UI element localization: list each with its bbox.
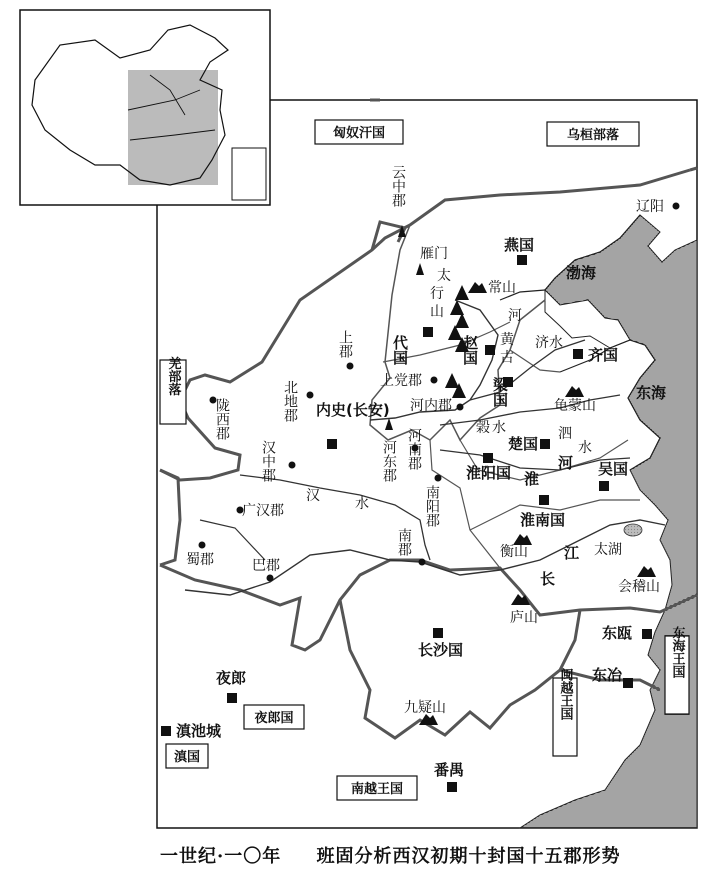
yelang-state-label	[244, 705, 304, 729]
pass-arrow-marker	[416, 263, 424, 275]
place-label: 番禺	[434, 761, 465, 779]
place-beidi	[282, 380, 314, 422]
place-label: 齐国	[588, 346, 619, 364]
place-label: 夜郎	[216, 669, 247, 687]
place-label: 长沙国	[418, 641, 464, 659]
han-river-char-2: 水	[355, 496, 369, 512]
capital-square-marker	[539, 495, 549, 505]
river-labels	[306, 267, 592, 588]
commandery-dot-marker	[431, 377, 438, 384]
place-shu	[186, 542, 214, 569]
place-label: 滇池城	[176, 722, 222, 740]
capital-square-marker	[423, 327, 433, 337]
commandery-dot-marker	[307, 392, 314, 399]
place-label: 广汉郡	[242, 503, 284, 519]
svg-text:东海王国: 东海王国	[669, 626, 685, 678]
place-label: 巴郡	[252, 558, 280, 574]
capital-square-marker	[573, 349, 583, 359]
place-huainan	[520, 495, 565, 529]
huai-river-char-1: 淮	[524, 470, 540, 488]
si-river-char-2: 水	[578, 440, 592, 456]
place-label: 太湖	[594, 542, 622, 558]
capital-square-marker	[227, 693, 237, 703]
bohai-label: 渤海	[566, 264, 597, 282]
place-ba	[252, 558, 280, 582]
place-label: 梁国	[491, 377, 509, 407]
mountain-icon	[468, 282, 487, 293]
capital-square-marker	[447, 782, 457, 792]
qiang-label	[160, 356, 186, 424]
capital-square-marker	[642, 629, 652, 639]
commandery-dot-marker	[435, 475, 442, 482]
svg-text:乌桓部落: 乌桓部落	[566, 128, 620, 143]
place-henan	[406, 428, 422, 470]
mountain-icon	[637, 566, 656, 577]
place-label: 燕国	[504, 236, 535, 254]
place-jiuyi	[404, 699, 446, 725]
svg-text:匈奴汗国: 匈奴汗国	[332, 126, 386, 141]
place-lushan	[510, 594, 538, 626]
place-label: 内史(长安)	[316, 401, 390, 419]
place-nanyang	[424, 475, 442, 528]
nanyue-label	[337, 776, 417, 800]
place-label: 辽阳	[636, 199, 664, 215]
minyue-label	[553, 667, 577, 756]
place-changsha	[418, 628, 463, 659]
caption-section: 一世纪·一〇年	[160, 846, 282, 867]
place-huaiyang	[466, 453, 511, 482]
commandery-dot-marker	[457, 404, 464, 411]
mountain-icon	[511, 594, 530, 605]
dian-state-label	[166, 744, 208, 768]
place-kuaiji	[618, 566, 660, 595]
place-label: 代国	[391, 335, 409, 365]
place-neishi	[316, 401, 390, 449]
place-taihu	[594, 541, 622, 558]
taihang-char-1: 太	[437, 268, 451, 284]
place-nanjun	[396, 527, 426, 565]
river-huang-char: 黄	[500, 332, 514, 348]
place-qi	[573, 346, 618, 364]
river-he-char: 河	[508, 308, 522, 324]
commandery-dot-marker	[419, 559, 426, 566]
caption-title: 班固分析西汉初期十封国十五郡形势	[316, 846, 621, 867]
han-river-char-1: 汉	[306, 488, 320, 504]
place-label: 庐山	[510, 610, 538, 626]
place-hengshan	[500, 534, 532, 560]
svg-text:羌部落: 羌部落	[165, 356, 181, 396]
pass-arrow-marker	[398, 225, 406, 237]
place-yunzhong	[390, 165, 406, 237]
place-label: 汉中郡	[260, 440, 276, 482]
taihang-char-3: 山	[430, 304, 444, 320]
place-yan	[504, 236, 534, 265]
place-wu	[598, 460, 628, 491]
yangtze-char-1: 江	[564, 544, 580, 562]
place-label: 南郡	[396, 528, 412, 556]
place-shangdang	[380, 372, 438, 389]
place-label: 吴国	[598, 460, 629, 478]
wuhuan-label	[547, 122, 639, 146]
place-liang	[491, 376, 513, 408]
capital-square-marker	[483, 453, 493, 463]
taihang-char-2: 行	[430, 286, 444, 302]
svg-text:夜郎国: 夜郎国	[254, 711, 294, 726]
place-changshan	[468, 279, 516, 296]
place-label: 北地郡	[282, 380, 298, 422]
place-hedong	[381, 418, 397, 482]
svg-text:滇国: 滇国	[173, 750, 201, 765]
place-label: 淮南国	[520, 511, 566, 529]
place-liaoyang	[636, 199, 680, 215]
mountain-icon	[565, 386, 584, 397]
place-longxi	[210, 397, 231, 441]
place-label: 赵国	[461, 335, 479, 365]
gu-river-char-1: 榖	[476, 420, 490, 436]
commandery-dot-marker	[289, 462, 296, 469]
commandery-dot-marker	[347, 363, 354, 370]
place-label: 河东郡	[381, 440, 397, 482]
place-label: 淮阳国	[466, 464, 512, 482]
place-shangjun	[337, 330, 354, 370]
place-hanei	[410, 397, 464, 414]
place-label: 东冶	[592, 666, 623, 684]
place-label: 衡山	[500, 544, 528, 560]
place-dongye	[592, 666, 633, 688]
capital-square-marker	[517, 255, 527, 265]
map-caption	[160, 842, 700, 868]
si-river-char-1: 泗	[558, 426, 572, 442]
place-label: 上郡	[337, 330, 353, 358]
place-panyu	[434, 761, 464, 792]
place-zhao	[461, 334, 495, 366]
place-label: 九疑山	[404, 700, 446, 716]
capital-square-marker	[161, 726, 171, 736]
place-label: 蜀郡	[186, 552, 214, 568]
place-label: 上党郡	[380, 373, 422, 389]
ji-river-label: 济水	[535, 335, 563, 351]
capital-square-marker	[433, 628, 443, 638]
place-dongou	[602, 624, 652, 642]
river-gu-char: 古	[500, 350, 514, 366]
place-label: 龟蒙山	[554, 398, 596, 414]
place-yelang	[216, 669, 246, 703]
commandery-dot-marker	[199, 542, 206, 549]
places-layer	[161, 165, 680, 792]
gu-river-char-2: 水	[492, 420, 506, 436]
huai-river-char-2: 河	[558, 454, 574, 472]
place-hanzhong	[260, 440, 296, 482]
place-label: 河南郡	[406, 428, 422, 470]
place-label: 会稽山	[618, 579, 660, 595]
capital-square-marker	[485, 345, 495, 355]
place-guanghan	[237, 503, 285, 519]
place-dai	[391, 327, 433, 366]
commandery-dot-marker	[673, 203, 680, 210]
place-dianchi	[161, 722, 222, 740]
donghai-state-label	[665, 625, 689, 714]
place-label: 河内郡	[410, 398, 452, 414]
svg-text:南越王国: 南越王国	[350, 782, 404, 797]
pass-arrow-marker	[385, 418, 393, 430]
place-label: 南阳郡	[424, 485, 440, 527]
capital-square-marker	[599, 481, 609, 491]
svg-text:闽越王国: 闽越王国	[557, 668, 573, 720]
yangtze-char-2: 长	[540, 570, 556, 588]
place-label: 云中郡	[390, 165, 406, 207]
place-label: 常山	[488, 280, 516, 296]
donghai-sea-label: 东海	[636, 384, 667, 402]
place-mengshan	[554, 386, 596, 414]
place-label: 东瓯	[602, 624, 633, 642]
capital-square-marker	[540, 439, 550, 449]
capital-square-marker	[327, 439, 337, 449]
place-label: 陇西郡	[214, 398, 230, 440]
capital-square-marker	[623, 678, 633, 688]
place-label: 楚国	[508, 435, 539, 453]
commandery-dot-marker	[267, 575, 274, 582]
place-label: 雁门	[420, 246, 448, 262]
xiongnu-label	[315, 120, 403, 144]
place-chu	[508, 435, 550, 453]
